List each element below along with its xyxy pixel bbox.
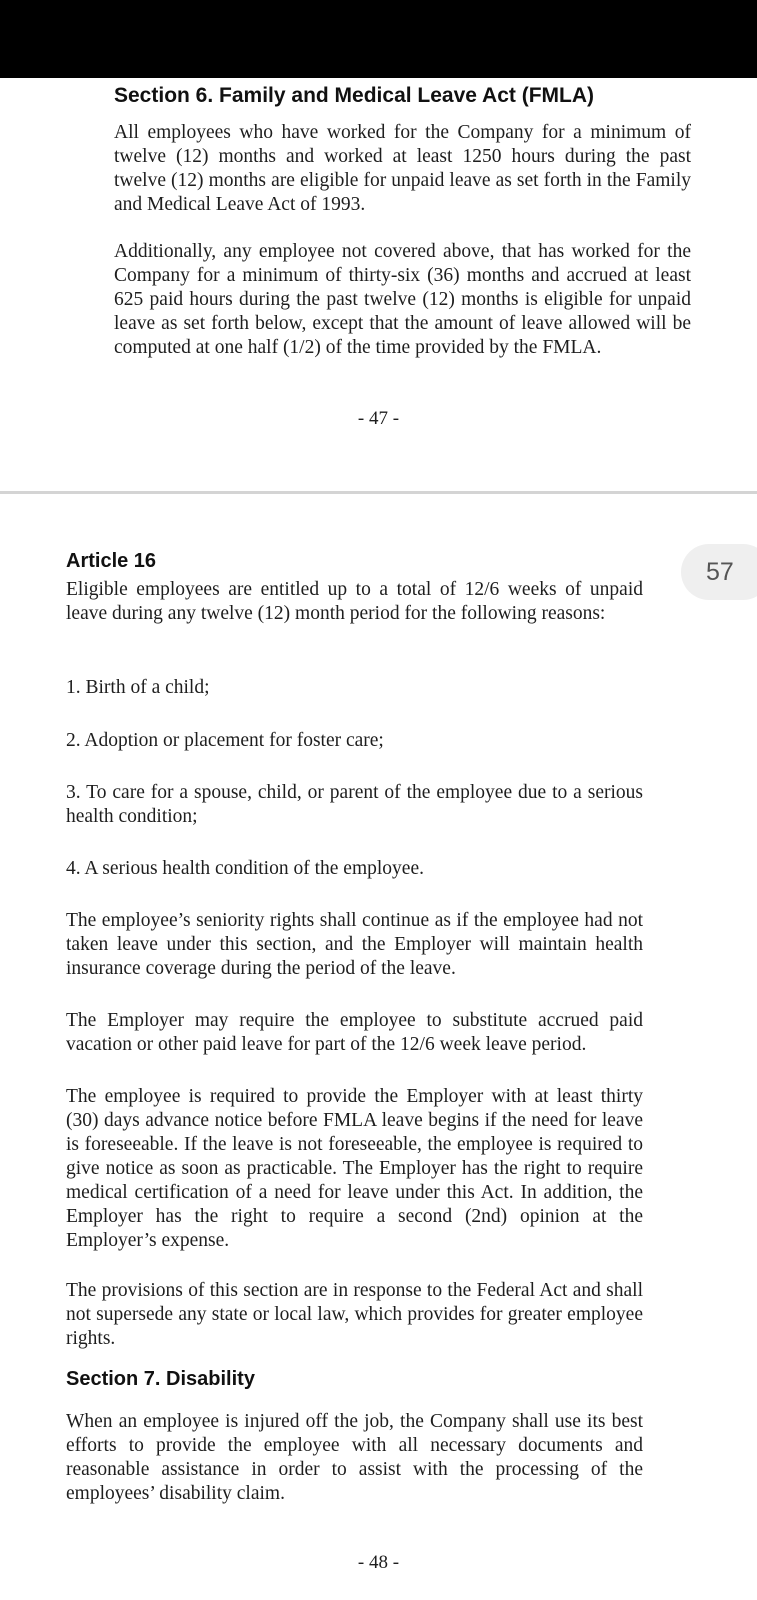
document-page-47 bbox=[0, 78, 757, 491]
disability-paragraph: When an employee is injured off the job, the Company shall use its best efforts to provide the employee with all necessary documents and reasonable assistance in order to assist with the processing of the employees’ disability claim. bbox=[66, 1411, 643, 1504]
substitute-leave-paragraph: The Employer may require the employee to substitute accrued paid vacation or other paid leave for part of the 12/6 week leave period. bbox=[66, 1010, 643, 1055]
list-item: 2. Adoption or placement for foster care; bbox=[66, 730, 384, 751]
page-number-47: - 47 - bbox=[357, 408, 400, 429]
list-item: 4. A serious health condition of the employee. bbox=[66, 858, 424, 879]
list-item: 1. Birth of a child; bbox=[66, 677, 210, 698]
notice-paragraph: The employee is required to provide the Employer with at least thirty (30) days advance notice before FMLA leave begins if the need for leave is foreseeable. If the leave is not foreseeable, the employee is required to give notice as soon as practicable. The Employer has the right to require medical certification of a need for leave under this Act. In addition, the Employer has the right to require a second (2nd) opinion at the Employer’s expense. bbox=[66, 1086, 643, 1251]
document-page-48 bbox=[0, 494, 757, 1600]
top-status-bar bbox=[0, 0, 757, 78]
current-page-badge: 57 bbox=[681, 544, 757, 600]
section-6-heading: Section 6. Family and Medical Leave Act (FMLA) bbox=[114, 84, 594, 107]
provisions-paragraph: The provisions of this section are in response to the Federal Act and shall not supersede any state or local law, which provides for greater employee rights. bbox=[66, 1280, 643, 1349]
fmla-additional-paragraph: Additionally, any employee not covered above, that has worked for the Company for a minimum of thirty-six (36) months and accrued at least 625 paid hours during the past twelve (12) months is eligible for unpaid leave as set forth below, except that the amount of leave allowed will be computed at one half (1/2) of the time provided by the FMLA. bbox=[114, 241, 691, 358]
article-16-intro: Eligible employees are entitled up to a total of 12/6 weeks of unpaid leave during any twelve (12) month period for the following reasons: bbox=[66, 579, 643, 624]
section-7-heading: Section 7. Disability bbox=[66, 1368, 255, 1390]
page-number-48: - 48 - bbox=[357, 1552, 400, 1573]
article-16-heading: Article 16 bbox=[66, 550, 157, 572]
fmla-eligibility-paragraph: All employees who have worked for the Company for a minimum of twelve (12) months and worked at least 1250 hours during the past twelve (12) months are eligible for unpaid leave as set forth in the Family and Medical Leave Act of 1993. bbox=[114, 122, 691, 215]
seniority-paragraph: The employee’s seniority rights shall continue as if the employee had not taken leave under this section, and the Employer will maintain health insurance coverage during the period of the leave. bbox=[66, 910, 643, 979]
list-item: 3. To care for a spouse, child, or parent of the employee due to a serious health condition; bbox=[66, 782, 643, 827]
